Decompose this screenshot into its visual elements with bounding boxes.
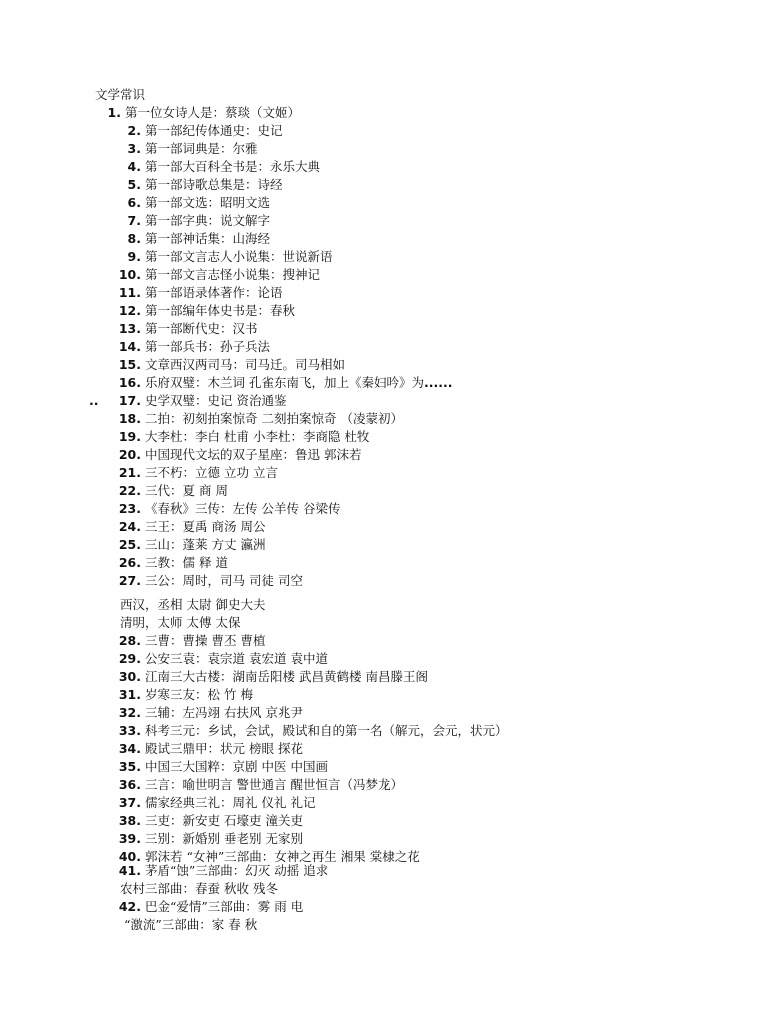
list-item [113, 898, 303, 916]
list-item [113, 518, 265, 536]
list-item-text: 郭沫若 “女神”三部曲：女神之再生 湘果 棠棣之花 [145, 849, 420, 864]
list-item [113, 776, 403, 794]
list-item-number: 28. [118, 633, 141, 648]
list-item [113, 356, 345, 374]
list-item-number: 8. [127, 231, 141, 246]
list-item-text: 第一部文选：昭明文选 [145, 195, 271, 210]
list-item [113, 320, 258, 338]
list-item-text: 《春秋》三传：左传 公羊传 谷梁传 [145, 501, 341, 516]
list-item-number: 18. [118, 411, 141, 426]
list-item-number: 33. [118, 723, 141, 738]
list-item-text: 三言：喻世明言 警世通言 醒世恒言（冯梦龙） [145, 777, 403, 792]
list-item-number: 12. [118, 303, 141, 318]
list-item [113, 812, 303, 830]
list-item [113, 230, 270, 248]
list-item-number: 31. [118, 687, 141, 702]
list-item-text: 三公：周时，司马 司徒 司空 [145, 573, 303, 588]
list-item-text: 第一部文言志怪小说集：搜神记 [145, 267, 321, 282]
list-item-text: 二拍：初刻拍案惊奇 二刻拍案惊奇 （凌蒙初） [145, 411, 403, 426]
list-item-number: 34. [118, 741, 141, 756]
list-item-text: 第一部神话集：山海经 [145, 231, 271, 246]
list-item-number: 6. [127, 195, 141, 210]
list-item [113, 722, 508, 740]
list-item-text: 中国现代文坛的双子星座：鲁迅 郭沫若 [145, 447, 362, 462]
list-item [113, 194, 270, 212]
list-item-text: 第一部语录体著作：论语 [145, 285, 283, 300]
list-item [113, 176, 283, 194]
note-item-41-rural: 农村三部曲：春蚕 秋收 残冬 [120, 881, 278, 896]
list-item [113, 464, 278, 482]
list-item-number: 2. [127, 123, 141, 138]
list-item-number: 23. [118, 501, 141, 516]
list-item [113, 704, 303, 722]
list-item-text: 三山：蓬莱 方丈 瀛洲 [145, 537, 266, 552]
list-item [113, 266, 320, 284]
list-item-number: 7. [127, 213, 141, 228]
list-item-number: 30. [118, 669, 141, 684]
list-item [95, 104, 300, 122]
list-item-text: 史学双璧：史记 资治通鉴 [145, 393, 287, 408]
list-item [113, 410, 403, 428]
list-item-text: 岁寒三友：松 竹 梅 [145, 687, 253, 702]
list-item [113, 284, 283, 302]
list-item-text: 殿试三鼎甲：状元 榜眼 探花 [145, 741, 303, 756]
list-item-text: 三教：儒 释 道 [145, 555, 228, 570]
list-item-text: 第一部词典是：尔雅 [145, 141, 258, 156]
list-item-text: 第一部兵书：孙子兵法 [145, 339, 271, 354]
list-item [113, 830, 303, 848]
list-item [113, 338, 270, 356]
list-item-text: 茅盾“蚀”三部曲：幻灭 动摇 追求 [145, 863, 329, 878]
list-item [113, 122, 283, 140]
list-item-number: 22. [118, 483, 141, 498]
list-item-text: 公安三袁：袁宗道 袁宏道 袁中道 [145, 651, 328, 666]
list-item-number: 40. [118, 849, 141, 864]
list-item [113, 668, 428, 686]
list-item-text: 第一部文言志人小说集：世说新语 [145, 249, 333, 264]
note-item-27-xihan: 西汉，丞相 太尉 御史大夫 [120, 597, 266, 612]
list-item-text: 第一部断代史：汉书 [145, 321, 258, 336]
list-item-number: 25. [118, 537, 141, 552]
list-item-text: 三辅：左冯翊 右扶风 京兆尹 [145, 705, 303, 720]
list-item-text: 科考三元：乡试，会试，殿试和自的第一名（解元，会元，状元） [145, 723, 508, 738]
list-item [113, 482, 228, 500]
list-item-text: 三吏：新安吏 石壕吏 潼关吏 [145, 813, 303, 828]
list-item-number: 42. [118, 899, 141, 914]
list-item-number: 3. [127, 141, 141, 156]
list-item [113, 740, 303, 758]
list-item [113, 302, 295, 320]
list-item-number: 24. [118, 519, 141, 534]
list-item-text: 三王：夏禹 商汤 周公 [145, 519, 266, 534]
list-item-number: 5. [127, 177, 141, 192]
list-item [113, 212, 270, 230]
list-item [113, 758, 328, 776]
list-item-number: 14. [118, 339, 141, 354]
list-item [113, 632, 265, 650]
list-item-number: 32. [118, 705, 141, 720]
list-item-number: 19. [118, 429, 141, 444]
list-item-text: 三代：夏 商 周 [145, 483, 228, 498]
list-item-text: 中国三大国粹：京剧 中医 中国画 [145, 759, 328, 774]
list-item [113, 140, 258, 158]
list-item-text: 乐府双璧：木兰词 孔雀东南飞，加上《秦妇吟》为 [145, 375, 424, 390]
list-item-text: 儒家经典三礼：周礼 仪礼 礼记 [145, 795, 316, 810]
list-item [113, 794, 315, 812]
list-item [113, 374, 452, 392]
list-item-prefix: .. [89, 393, 99, 408]
list-item [113, 650, 328, 668]
list-item-number: 20. [118, 447, 141, 462]
list-item-number: 13. [118, 321, 141, 336]
list-item-number: 37. [118, 795, 141, 810]
list-item-number: 26. [118, 555, 141, 570]
list-item-text: 三别：新婚别 垂老别 无家别 [145, 831, 303, 846]
list-item [113, 862, 328, 880]
list-item-text: 大李杜：李白 杜甫 小李杜：李商隐 杜牧 [145, 429, 370, 444]
list-item [113, 686, 253, 704]
list-item [113, 536, 265, 554]
list-item-text: 三曹：曹操 曹丕 曹植 [145, 633, 266, 648]
list-item [89, 392, 287, 410]
list-item-number: 1. [107, 105, 121, 120]
list-item-number: 21. [118, 465, 141, 480]
list-item-number: 29. [118, 651, 141, 666]
document-title: 文学常识 [95, 87, 146, 102]
list-item-number: 11. [118, 285, 141, 300]
list-item-number: 9. [127, 249, 141, 264]
list-item-number: 15. [118, 357, 141, 372]
list-item-number: 4. [127, 159, 141, 174]
list-item-text: 第一部字典：说文解字 [145, 213, 271, 228]
list-item-text: 第一部大百科全书是：永乐大典 [145, 159, 321, 174]
note-item-42-jiliu: “激流”三部曲：家 春 秋 [124, 917, 258, 932]
list-item-text: 江南三大古楼：湖南岳阳楼 武昌黄鹤楼 南昌滕王阁 [145, 669, 428, 684]
list-item-text: 第一部编年体史书是：春秋 [145, 303, 296, 318]
list-item-number: 10. [118, 267, 141, 282]
list-item [113, 428, 369, 446]
list-item-ellipsis: ...... [423, 375, 453, 390]
list-item [113, 446, 361, 464]
list-item-number: 38. [118, 813, 141, 828]
list-item [113, 500, 340, 518]
list-item-number: 17. [118, 393, 141, 408]
list-item [113, 158, 320, 176]
list-item-text: 文章西汉两司马：司马迁。司马相如 [145, 357, 346, 372]
note-item-27-qingming: 清明，太师 太傅 太保 [120, 615, 241, 630]
list-item-number: 35. [118, 759, 141, 774]
list-item [113, 572, 303, 590]
list-item-number: 41. [118, 863, 141, 878]
list-item-text: 第一部诗歌总集是：诗经 [145, 177, 283, 192]
list-item-number: 39. [118, 831, 141, 846]
list-item-number: 16. [118, 375, 141, 390]
list-item-text: 巴金“爱情”三部曲：雾 雨 电 [145, 899, 304, 914]
list-item-text: 三不朽：立德 立功 立言 [145, 465, 278, 480]
list-item-text: 第一位女诗人是：蔡琰（文姬） [125, 105, 301, 120]
list-item [113, 554, 228, 572]
list-item [113, 248, 333, 266]
list-item-text: 第一部纪传体通史：史记 [145, 123, 283, 138]
list-item-number: 36. [118, 777, 141, 792]
list-item-number: 27. [118, 573, 141, 588]
